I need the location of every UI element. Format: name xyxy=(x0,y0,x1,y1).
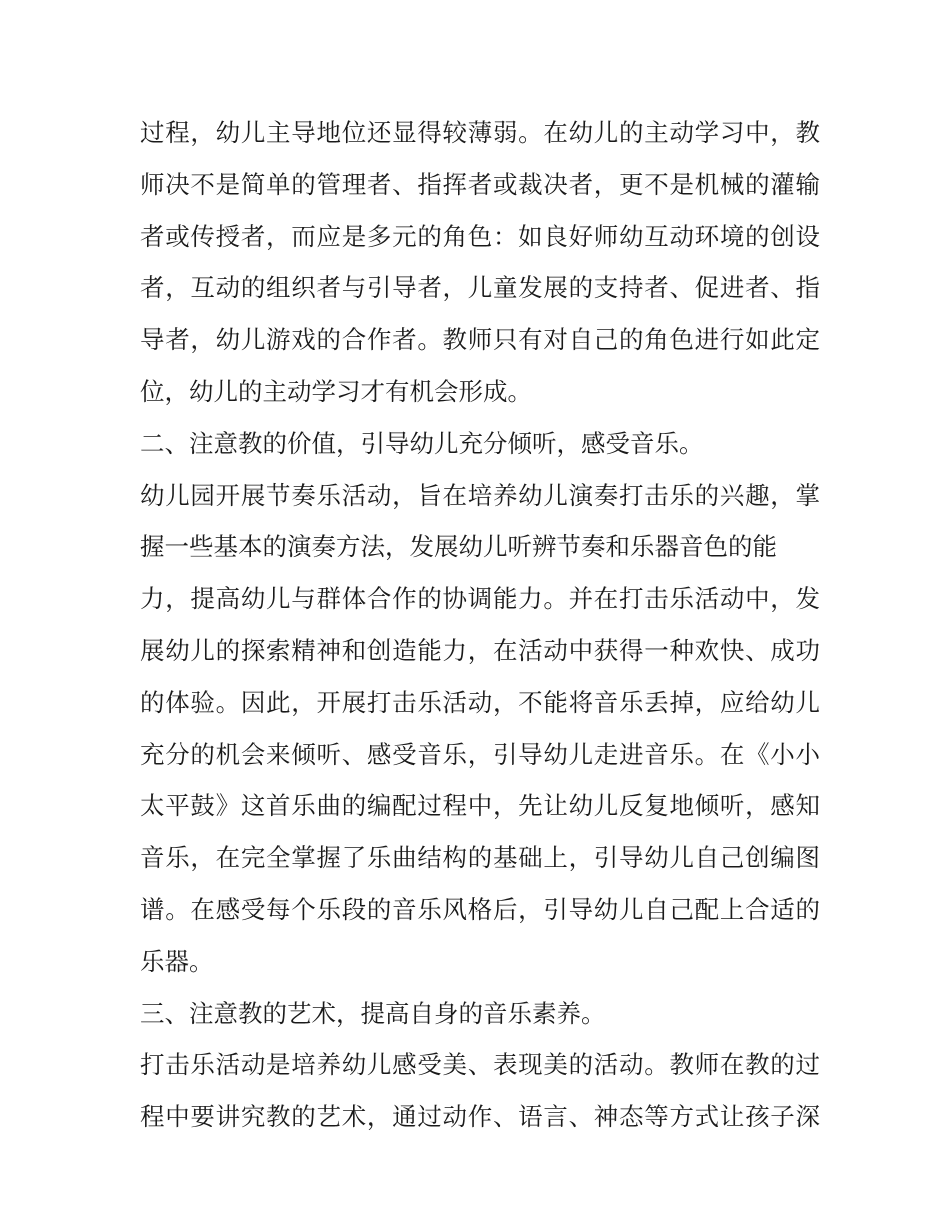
body-text xyxy=(140,107,820,1143)
text-line: 充分的机会来倾听、感受音乐，引导幼儿走进音乐。在《小小 xyxy=(140,739,820,769)
text-line: 展幼儿的探索精神和创造能力，在活动中获得一种欢快、成功 xyxy=(140,635,820,665)
text-line: 师决不是简单的管理者、指挥者或裁决者，更不是机械的灌输 xyxy=(140,169,820,199)
text-line: 过程，幼儿主导地位还显得较薄弱。在幼儿的主动学习中，教 xyxy=(140,118,820,147)
text-line: 打击乐活动是培养幼儿感受美、表现美的活动。教师在教的过 xyxy=(140,1050,820,1080)
text-line: 的体验。因此，开展打击乐活动，不能将音乐丢掉，应给幼儿 xyxy=(140,687,820,717)
text-line: 者或传授者，而应是多元的角色：如良好师幼互动环境的创设 xyxy=(140,221,820,251)
text-line: 太平鼓》这首乐曲的编配过程中，先让幼儿反复地倾听，感知 xyxy=(140,791,820,821)
text-line: 力，提高幼儿与群体合作的协调能力。并在打击乐活动中，发 xyxy=(140,584,820,614)
text-line: 导者，幼儿游戏的合作者。教师只有对自己的角色进行如此定 xyxy=(140,325,820,355)
text-line: 谱。在感受每个乐段的音乐风格后，引导幼儿自己配上合适的 xyxy=(140,894,820,924)
text-line: 幼儿园开展节奏乐活动，旨在培养幼儿演奏打击乐的兴趣，掌 xyxy=(140,480,820,510)
text-line: 乐器。 xyxy=(140,946,214,976)
section-heading: 三、注意教的艺术，提高自身的音乐素养。 xyxy=(140,998,606,1028)
text-line: 握一些基本的演奏方法，发展幼儿听辨节奏和乐器音色的能 xyxy=(140,532,777,562)
text-line: 者，互动的组织者与引导者，儿童发展的支持者、促进者、指 xyxy=(140,273,820,303)
text-line: 位，幼儿的主动学习才有机会形成。 xyxy=(140,376,532,406)
section-heading: 二、注意教的价值，引导幼儿充分倾听，感受音乐。 xyxy=(140,428,704,458)
text-line: 音乐，在完全掌握了乐曲结构的基础上，引导幼儿自己创编图 xyxy=(140,843,820,873)
text-line: 程中要讲究教的艺术，通过动作、语言、神态等方式让孩子深 xyxy=(140,1102,820,1132)
